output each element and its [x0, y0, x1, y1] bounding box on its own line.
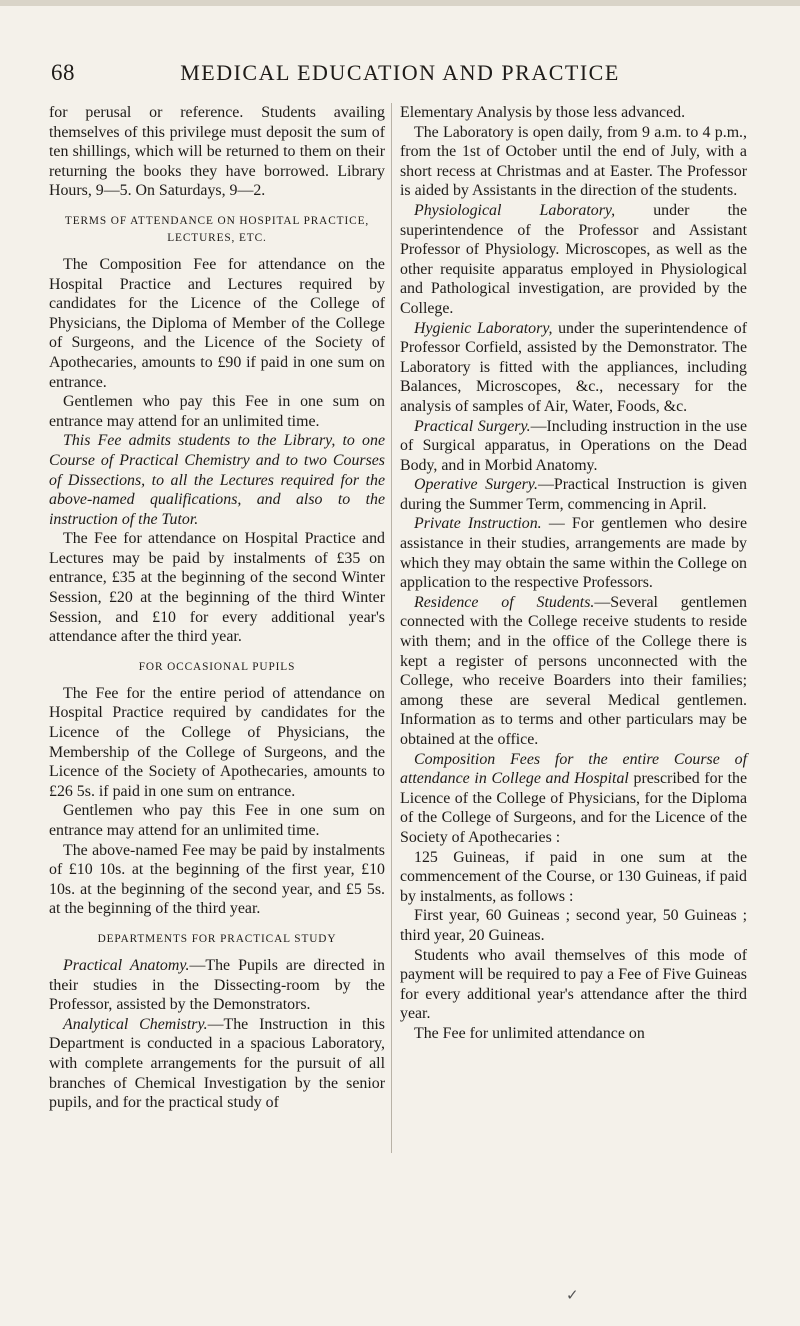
paragraph: The Fee for the entire period of attendance on Hospital Practice required by candidates for the Licence of the College of Physicians, the Membership of the College of Surgeons, and the Licence of the Society of Apothecaries, amounts to £26 5s. if paid in one sum on entrance. — [49, 684, 385, 800]
paragraph: 125 Guineas, if paid in one sum at the commencement of the Course, or 130 Guineas, if paid by instalments, as follows : — [400, 848, 747, 905]
page-number: 68 — [51, 60, 75, 85]
paragraph-text: —The Pupils are directed in their studies in the Dissecting-room by the Professor, assisted by the Demonstrators. — [49, 956, 385, 1014]
running-title: MEDICAL EDUCATION AND PRACTICE — [180, 60, 620, 85]
run-in-title: Operative Surgery. — [414, 476, 538, 494]
paragraph-fee-admits: This Fee admits students to the Library, to one Course of Practical Chemistry and to two Courses of Dissections, to all the Lectures required for the above-named qualifications, and also to the instruction of the Tutor. — [49, 432, 385, 528]
paragraph-text: under the superintendence of the Professor and Assistant Professor of Physiology. Microscopes, as well as the other requisite apparatus employed in Physiological and Pathological investigation, are provided by the College. — [400, 201, 747, 317]
run-in-title: Physiological Laboratory, — [414, 201, 616, 219]
paragraph-physiological-laboratory — [400, 201, 747, 319]
scan-mark-glyph: ✓ — [566, 1288, 579, 1304]
run-in-title: Practical Surgery. — [414, 417, 531, 435]
paragraph-practical-anatomy — [49, 956, 385, 1015]
paragraph: The above-named Fee may be paid by instalments of £10 10s. at the beginning of the first year, £10 10s. at the beginning of the second year, and £5 5s. at the beginning of the third year. — [49, 841, 385, 918]
paragraph: Students who avail themselves of this mode of payment will be required to pay a Fee of Five Guineas for every additional year's attendance after the third year. — [400, 946, 747, 1023]
run-in-title: Hygienic Laboratory, — [414, 319, 553, 337]
paragraph-text: prescribed for the Licence of the College of Physicians, for the Diploma of the College of Surgeons, and for the Licence of the Society of Apothecaries : — [400, 770, 748, 846]
paragraph-residence — [400, 593, 747, 750]
paragraph: Gentlemen who pay this Fee in one sum on entrance may attend for an unlimited time. — [49, 802, 385, 839]
paragraph-text: —Practical Instruction is given during the Summer Term, commencing in April. — [400, 476, 747, 513]
paragraph-analytical-chemistry — [49, 1015, 385, 1113]
paragraph-text: — For gentlemen who desire assistance in their studies, arrangements are made by which they may obtain the same within the College on application to the respective Professors. — [400, 515, 747, 592]
paragraph-text: —Several gentlemen connected with the College receive students to reside with them; and in the office of the College there is kept a register of persons unconnected with the College, who receive Boarders into their families; among these are several Medical gentlemen. Information as to terms and other particulars may be obtained at the office. — [400, 593, 747, 748]
paragraph-practical-surgery — [400, 417, 747, 476]
paragraph: Gentlemen who pay this Fee in one sum on entrance may attend for an unlimited time. — [49, 393, 385, 430]
paragraph-text: —The Instruction in this Department is conducted in a spacious Laboratory, with complete arrangements for the pursuit of all branches of Chemical Investigation by the senior pupils, and for the practical study of — [49, 1015, 385, 1112]
left-column — [49, 103, 385, 1113]
paragraph: First year, 60 Guineas ; second year, 50 Guineas ; third year, 20 Guineas. — [400, 907, 747, 944]
column-divider — [391, 103, 392, 1153]
paragraph: The Fee for unlimited attendance on — [414, 1024, 645, 1042]
run-in-title: Analytical Chemistry. — [63, 1015, 208, 1033]
run-in-title: Residence of Students. — [414, 593, 595, 611]
paragraph: The Fee for attendance on Hospital Practice and Lectures may be paid by instalments of £35 on entrance, £35 at the beginning of the second Winter Session, £20 at the beginning of the third Winter Session, and £10 for every additional year's attendance after the third year. — [49, 530, 385, 646]
right-column — [400, 103, 747, 1044]
run-in-title: Composition Fees for the entire Course of attendance in College and Hospital — [400, 750, 747, 788]
paragraph: The Laboratory is open daily, from 9 a.m. to 4 p.m., from the 1st of October until the end of July, with a short recess at Christmas and at Easter. The Professor is aided by Assistants in the direction of the students. — [400, 123, 747, 200]
paragraph-text: —Including instruction in the use of Surgical apparatus, in Operations on the Dead Body, and in Morbid Anatomy. — [400, 417, 748, 474]
paragraph-private-instruction — [400, 514, 747, 592]
paragraph-hygienic-laboratory — [400, 319, 747, 417]
paragraph: Elementary Analysis by those less advanced. — [400, 104, 686, 121]
run-in-title: Private Instruction. — [414, 515, 542, 533]
paragraph-composition-fees — [400, 750, 747, 848]
paragraph: for perusal or reference. Students availing themselves of this privilege must deposit the sum of ten shillings, which will be returned to them on their returning the books they have borrowed. Library Hours, 9—5. On Saturdays, 9—2. — [49, 104, 385, 200]
section-heading-occasional-pupils: FOR OCCASIONAL PUPILS — [138, 660, 296, 673]
paragraph: The Composition Fee for attendance on the Hospital Practice and Lectures required by candidates for the Licence of the College of Physicians, the Diploma of Member of the College of Surgeons, and the Licence of the Society of Apothecaries, amounts to £90 if paid in one sum on entrance. — [49, 255, 385, 391]
paragraph-text: under the superintendence of Professor Corfield, assisted by the Demonstrator. The Laboratory is fitted with the appliances, including Balances, Microscopes, &c., necessary for the analysis of samples of Air, Water, Foods, &c. — [400, 319, 747, 415]
run-in-title: Practical Anatomy. — [63, 956, 190, 974]
section-heading-terms: TERMS OF ATTENDANCE ON HOSPITAL PRACTICE, LECTURES, ETC. — [64, 214, 370, 244]
paragraph-operative-surgery — [400, 475, 747, 514]
section-heading-departments: DEPARTMENTS FOR PRACTICAL STUDY — [97, 932, 337, 945]
scan-edge — [0, 0, 800, 6]
